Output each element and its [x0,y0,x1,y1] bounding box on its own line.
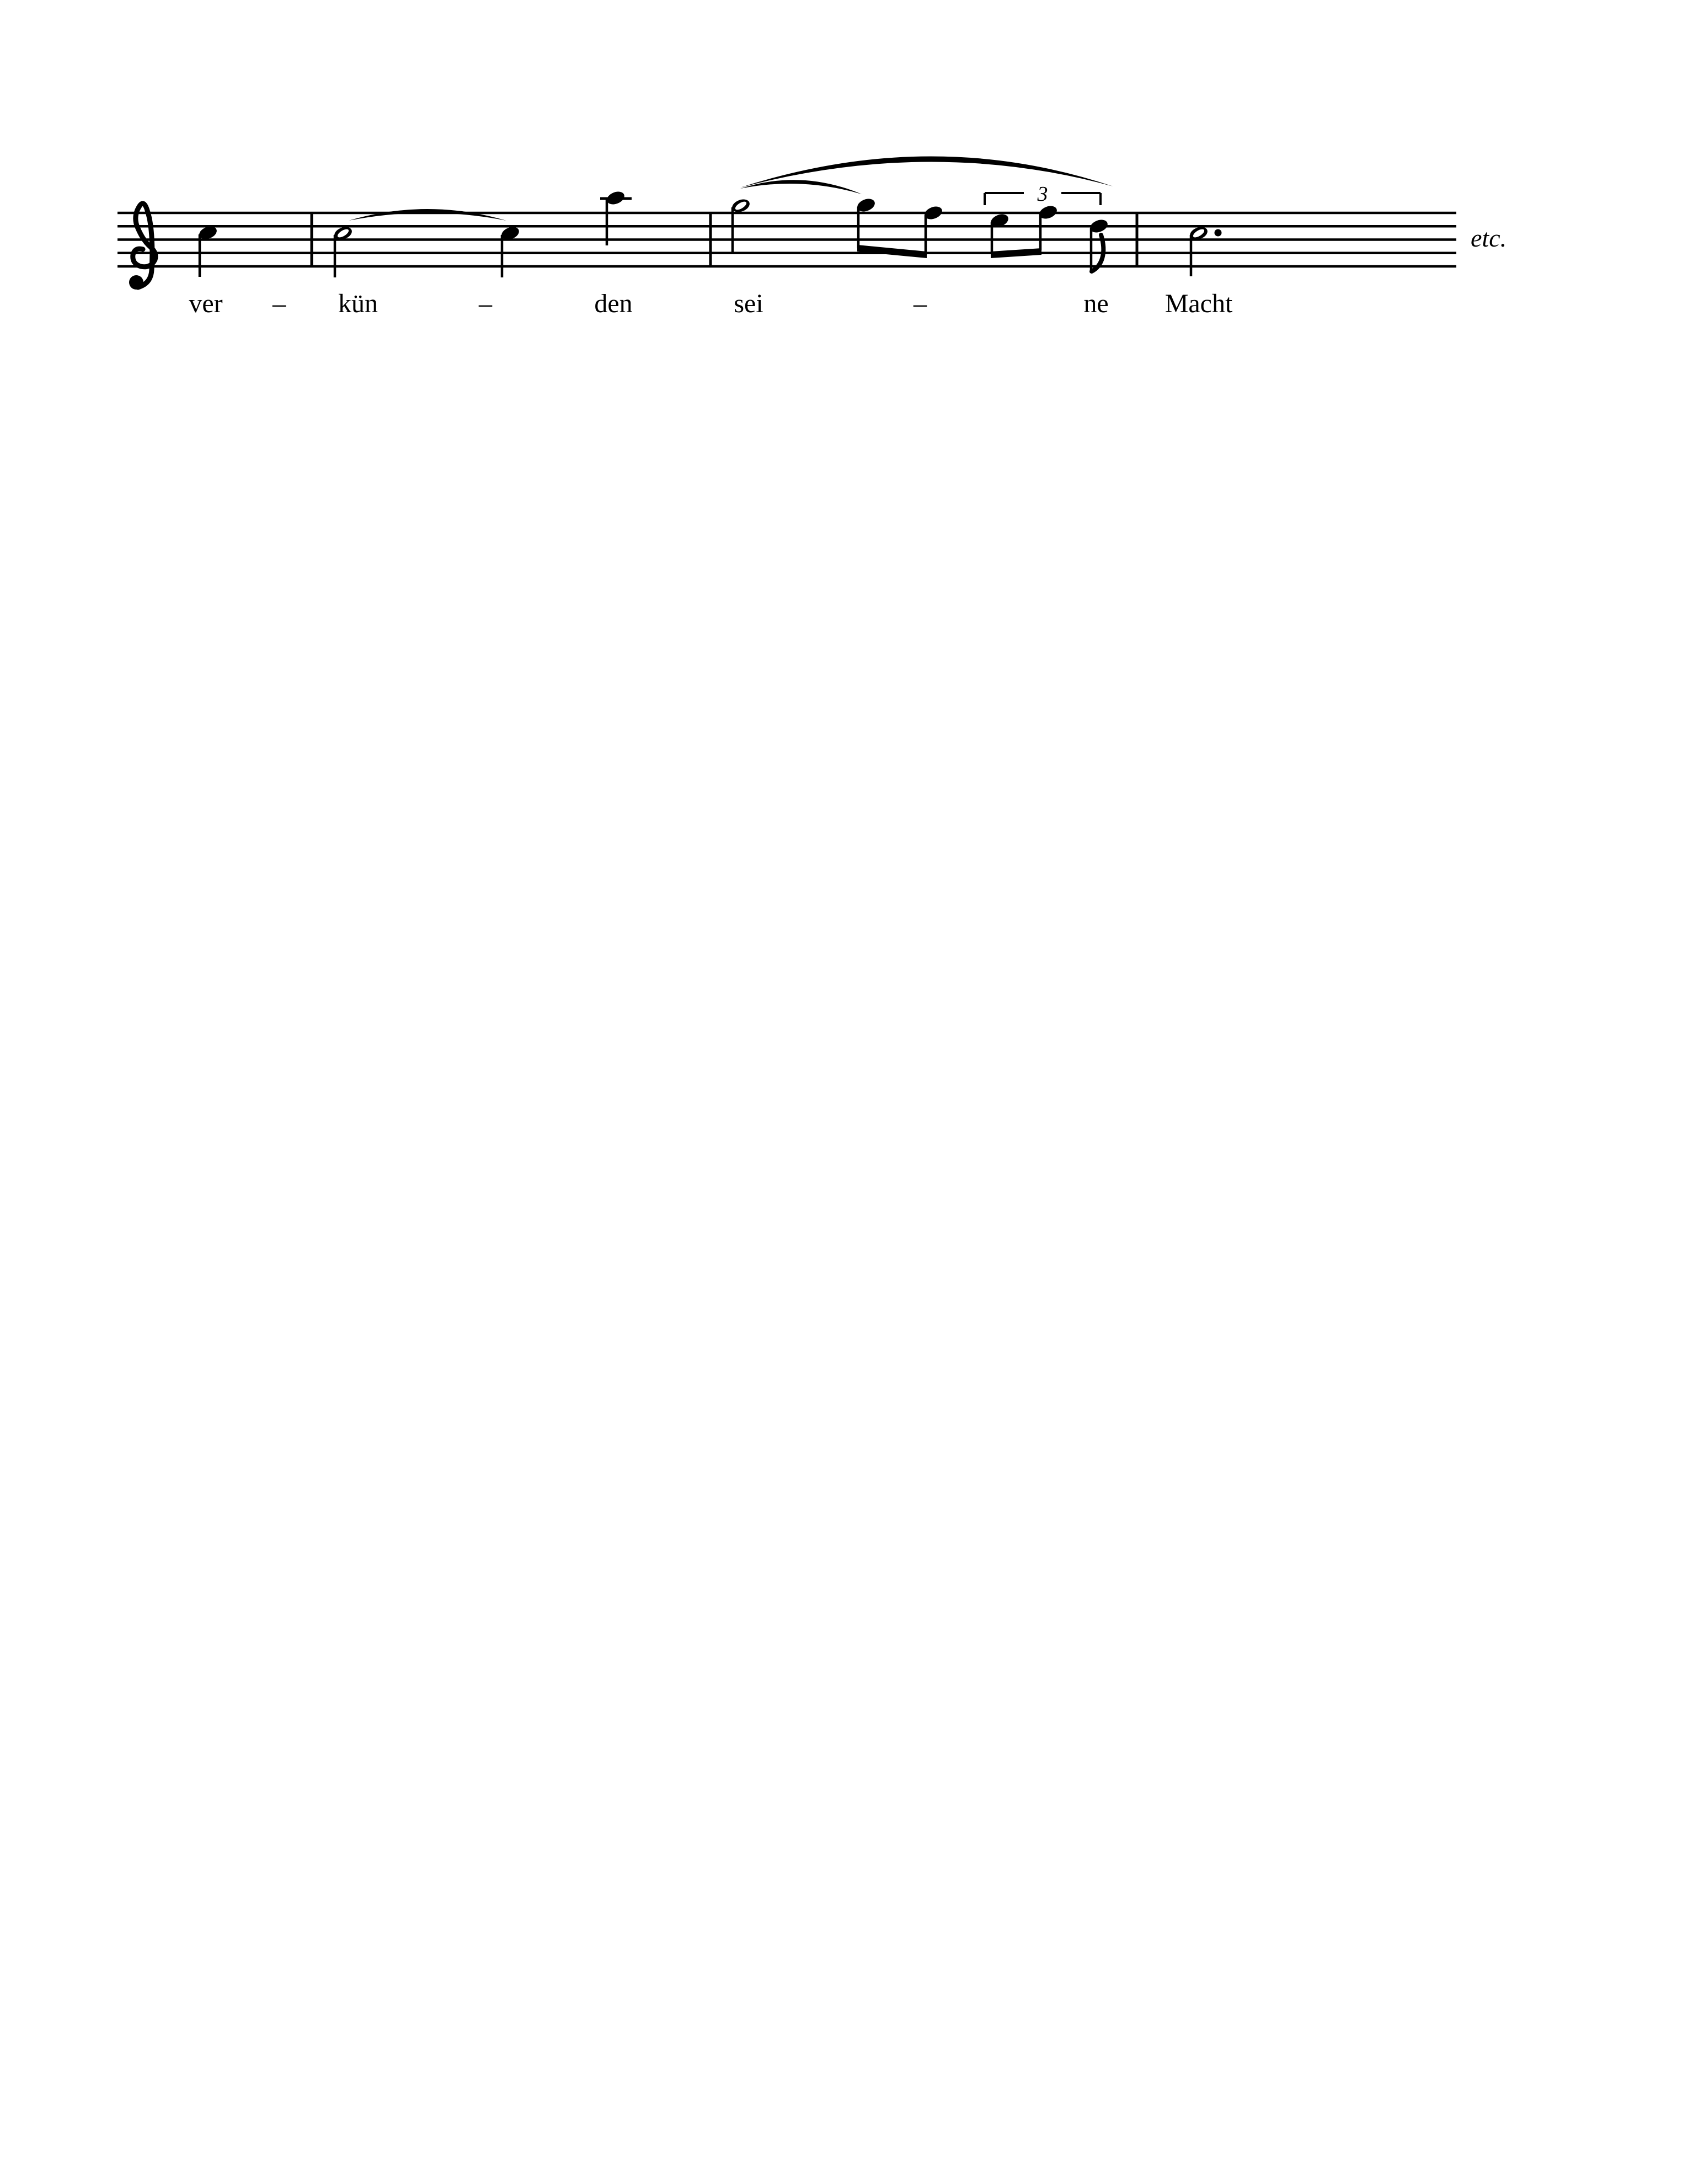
treble-clef [129,204,156,290]
etc-marking: etc. [1471,224,1507,252]
beam [857,245,927,258]
staff-lines [117,213,1456,266]
note-m4-c5-dotted-half [1188,224,1222,276]
lyric-den: den [594,289,633,318]
tuplet-number: 3 [1037,183,1048,206]
note-m2-c5-half [333,224,354,277]
notehead [605,189,626,206]
note-m1-c5-quarter [197,224,218,277]
note-m3-d5-eighth-flagged [1088,217,1109,273]
tuplet-bracket [985,183,1101,206]
clef-curve [133,204,156,287]
lyric-ne: ne [1083,289,1109,318]
augmentation-dot [1215,229,1222,237]
lyric-hyphen-3: – [914,289,927,318]
lyric-ver: ver [189,289,223,318]
note-m2-c5-quarter-tied [500,224,521,277]
tie-kun [349,209,506,221]
lyric-hyphen-1: – [273,289,286,318]
beam [991,248,1041,258]
lyric-macht: Macht [1164,289,1233,318]
lyric-kun: kün [338,289,378,318]
music-system [0,0,1688,430]
note-m2-a5-quarter [600,189,632,245]
lyric-sei: sei [734,289,763,318]
lyric-hyphen-2: – [479,289,492,318]
lyrics-line [189,289,1233,318]
